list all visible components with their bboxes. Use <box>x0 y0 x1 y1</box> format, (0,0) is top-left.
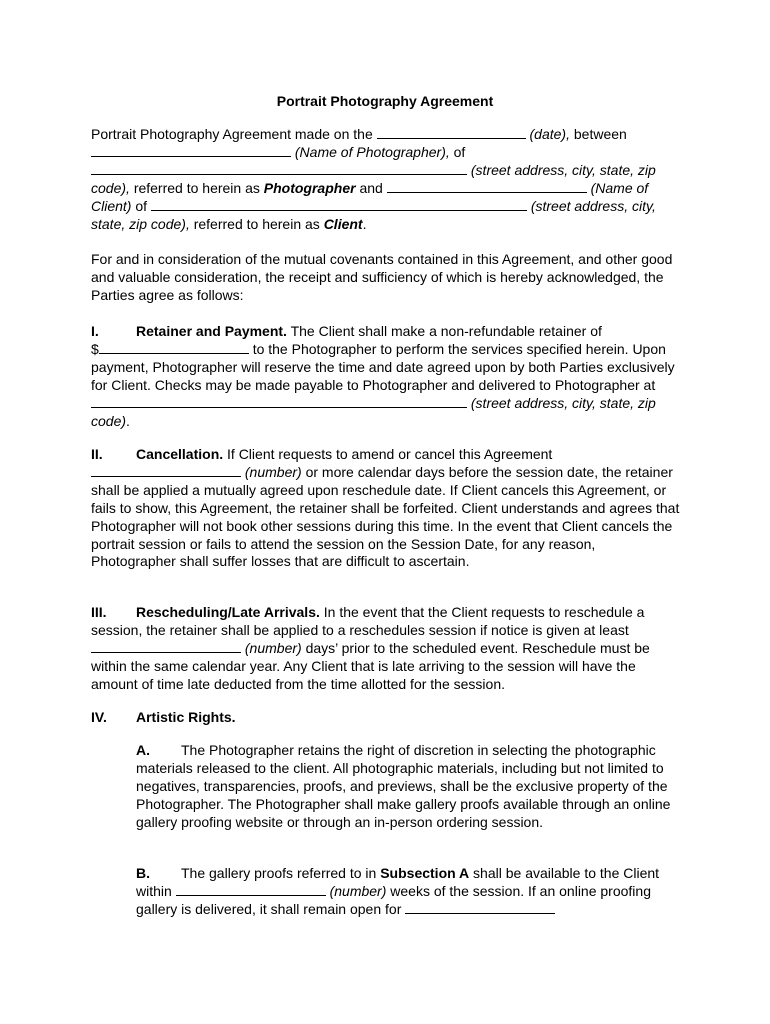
section-cancellation: II. Cancellation. If Client requests to amend or cancel this Agreement (number) or more calendar days before the session date, the retainer shall be applied a mutually agreed upon reschedule date. If Client cancels this Agreement, or fails to show, this Agreement, the retainer shall be forfeited. Client understands and agrees that Photographer will not book other sessions during this time. In the event that Client cancels the portrait session or fails to attend the session on the Session Date, for any reason, Photographer shall suffer losses that are difficult to ascertain. <box>91 446 680 570</box>
client-address-note: (street address, city, state, zip code), <box>91 197 656 232</box>
section-retainer-payment: I. Retainer and Payment. The Client shall make a non-refundable retainer of $ to the Photographer to perform the services specified herein. Upon payment, Photographer will reserve the time and date agreed upon by both Parties exclusively for Client. Checks may be made payable to Photographer and delivered to Photographer at (street address, city, state, zip code). <box>91 323 675 429</box>
date-blank[interactable] <box>377 126 526 139</box>
section-heading: Retainer and Payment. <box>136 323 287 339</box>
section-artistic-rights <box>91 709 681 727</box>
consideration-paragraph: For and in consideration of the mutual covenants contained in this Agreement, and other good and valuable consideration, the receipt and sufficiency of which is hereby acknowledged, the Parties agree as follows: <box>91 251 673 303</box>
client-term: Client <box>323 215 363 232</box>
section-number: II. <box>91 446 103 462</box>
subsection-b: B. The gallery proofs referred to in Subsection A shall be available to the Client within (number) weeks of the session. If an online proofing gallery is delivered, it shall remain open for <box>136 865 660 917</box>
reschedule-days-note: (number) <box>244 639 302 656</box>
photographer-address-blank[interactable] <box>91 162 467 175</box>
gallery-open-duration-blank[interactable] <box>405 901 555 914</box>
subsection-letter: A. <box>136 742 150 758</box>
photographer-name-blank[interactable] <box>91 144 291 157</box>
intro-paragraph: Portrait Photography Agreement made on the (date), between (Name of Photographer), of (street address, city, state, zip code), referred to herein as Photographer and (Name of Client) of (street address, city, state, zip code), referred to herein as Client. <box>91 126 656 232</box>
section-rescheduling: III. Rescheduling/Late Arrivals. In the event that the Client requests to reschedule a session, the retainer shall be applied to a reschedules session if notice is given at least (number) days’ prior to the scheduled event. Reschedule must be within the same calendar year. Any Client that is late arriving to the session will have the amount of time late deducted from the time allotted for the session. <box>91 604 650 692</box>
subsection-reference: Subsection A <box>380 865 470 881</box>
retainer-amount-blank[interactable] <box>99 341 249 354</box>
intro-text: Portrait Photography Agreement made on the <box>91 126 373 142</box>
section-number: IV. <box>91 709 107 725</box>
date-note: (date), <box>529 126 570 142</box>
document-title: Portrait Photography Agreement <box>276 93 494 109</box>
payment-address-blank[interactable] <box>91 395 467 408</box>
photographer-term: Photographer <box>263 179 356 196</box>
cancellation-days-blank[interactable] <box>91 464 241 477</box>
photographer-name-note: (Name of Photographer), <box>294 143 450 160</box>
photographer-address-note: (street address, city, state, zip code), <box>91 161 656 196</box>
section-heading: Cancellation. <box>136 446 224 462</box>
section-number: I. <box>91 323 99 339</box>
payment-address-note: (street address, city, state, zip code) <box>91 394 656 429</box>
client-name-note: (Name of Client) <box>91 179 649 214</box>
subsection-a: A. The Photographer retains the right of discretion in selecting the photographic materials released to the client. All photographic materials, including but not limited to negatives, transparencies, proofs, and previews, shall be the exclusive property of the Photographer. The Photographer shall make gallery proofs available through an online gallery proofing website or through an in-person ordering session. <box>136 742 671 830</box>
proof-weeks-blank[interactable] <box>176 883 326 896</box>
subsection-letter: B. <box>136 865 150 881</box>
cancellation-days-note: (number) <box>244 463 302 480</box>
client-address-blank[interactable] <box>151 198 527 211</box>
section-heading: Rescheduling/Late Arrivals. <box>136 604 320 620</box>
section-heading: Artistic Rights. <box>136 709 236 725</box>
section-number: III. <box>91 604 107 620</box>
proof-weeks-note: (number) <box>329 882 387 899</box>
reschedule-days-blank[interactable] <box>91 640 241 653</box>
client-name-blank[interactable] <box>387 180 587 193</box>
